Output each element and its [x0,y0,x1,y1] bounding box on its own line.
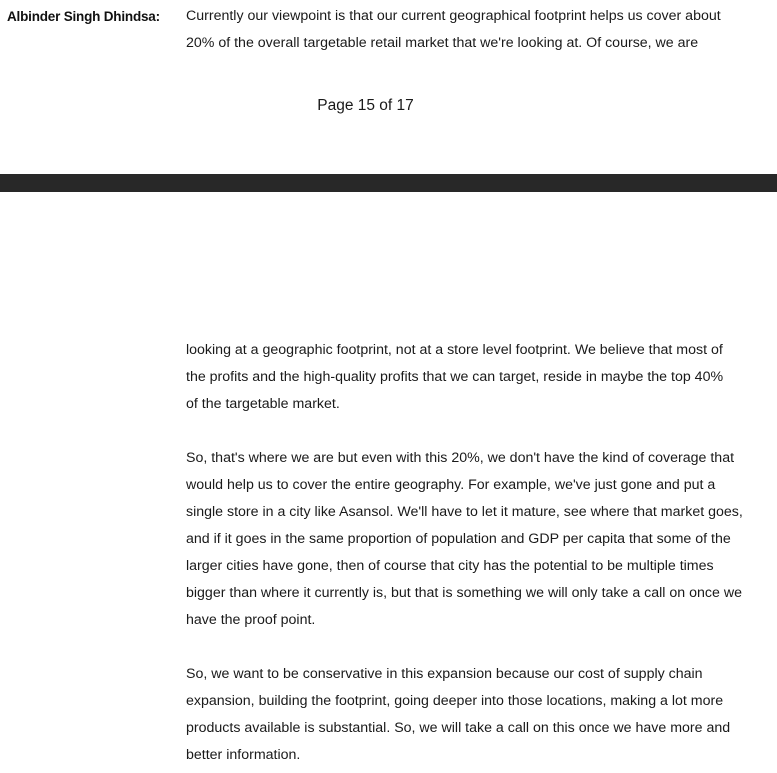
document-page-bottom [0,192,777,773]
transcript-paragraph [186,661,771,769]
paragraph-line: looking at a geographic footprint, not at a store level footprint. We believe that most of [186,342,723,358]
transcript-paragraph [186,445,771,634]
transcript-paragraph [186,3,771,57]
paragraph-line: Currently our viewpoint is that our current geographical footprint helps us cover about [186,8,721,24]
paragraph-line: would help us to cover the entire geography. For example, we've just gone and put a [186,477,716,493]
document-page-top [0,0,777,174]
paragraph-line: of the targetable market. [186,396,340,412]
paragraph-line: expansion, building the footprint, going deeper into those locations, making a lot more [186,693,724,709]
paragraph-line: So, that's where we are but even with this 20%, we don't have the kind of coverage that [186,450,735,466]
paragraph-line: 20% of the overall targetable retail market that we're looking at. Of course, we are [186,35,699,51]
paragraph-line: larger cities have gone, then of course that city has the potential to be multiple times [186,558,714,574]
speaker-name: Albinder Singh Dhindsa: [7,9,160,24]
paragraph-line: bigger than where it currently is, but that is something we will only take a call on once we [186,585,742,601]
paragraph-line: So, we want to be conservative in this expansion because our cost of supply chain [186,666,703,682]
page-divider [0,174,777,192]
paragraph-line: the profits and the high-quality profits that we can target, reside in maybe the top 40% [186,369,724,385]
paragraph-line: have the proof point. [186,612,316,628]
page-number: Page 15 of 17 [317,97,414,114]
paragraph-line: products available is substantial. So, we will take a call on this once we have more and [186,720,731,736]
paragraph-line: better information. [186,747,301,763]
paragraph-line: and if it goes in the same proportion of population and GDP per capita that some of the [186,531,731,547]
paragraph-line: single store in a city like Asansol. We'll have to let it mature, see where that market goes, [186,504,743,520]
transcript-paragraph [186,337,771,418]
